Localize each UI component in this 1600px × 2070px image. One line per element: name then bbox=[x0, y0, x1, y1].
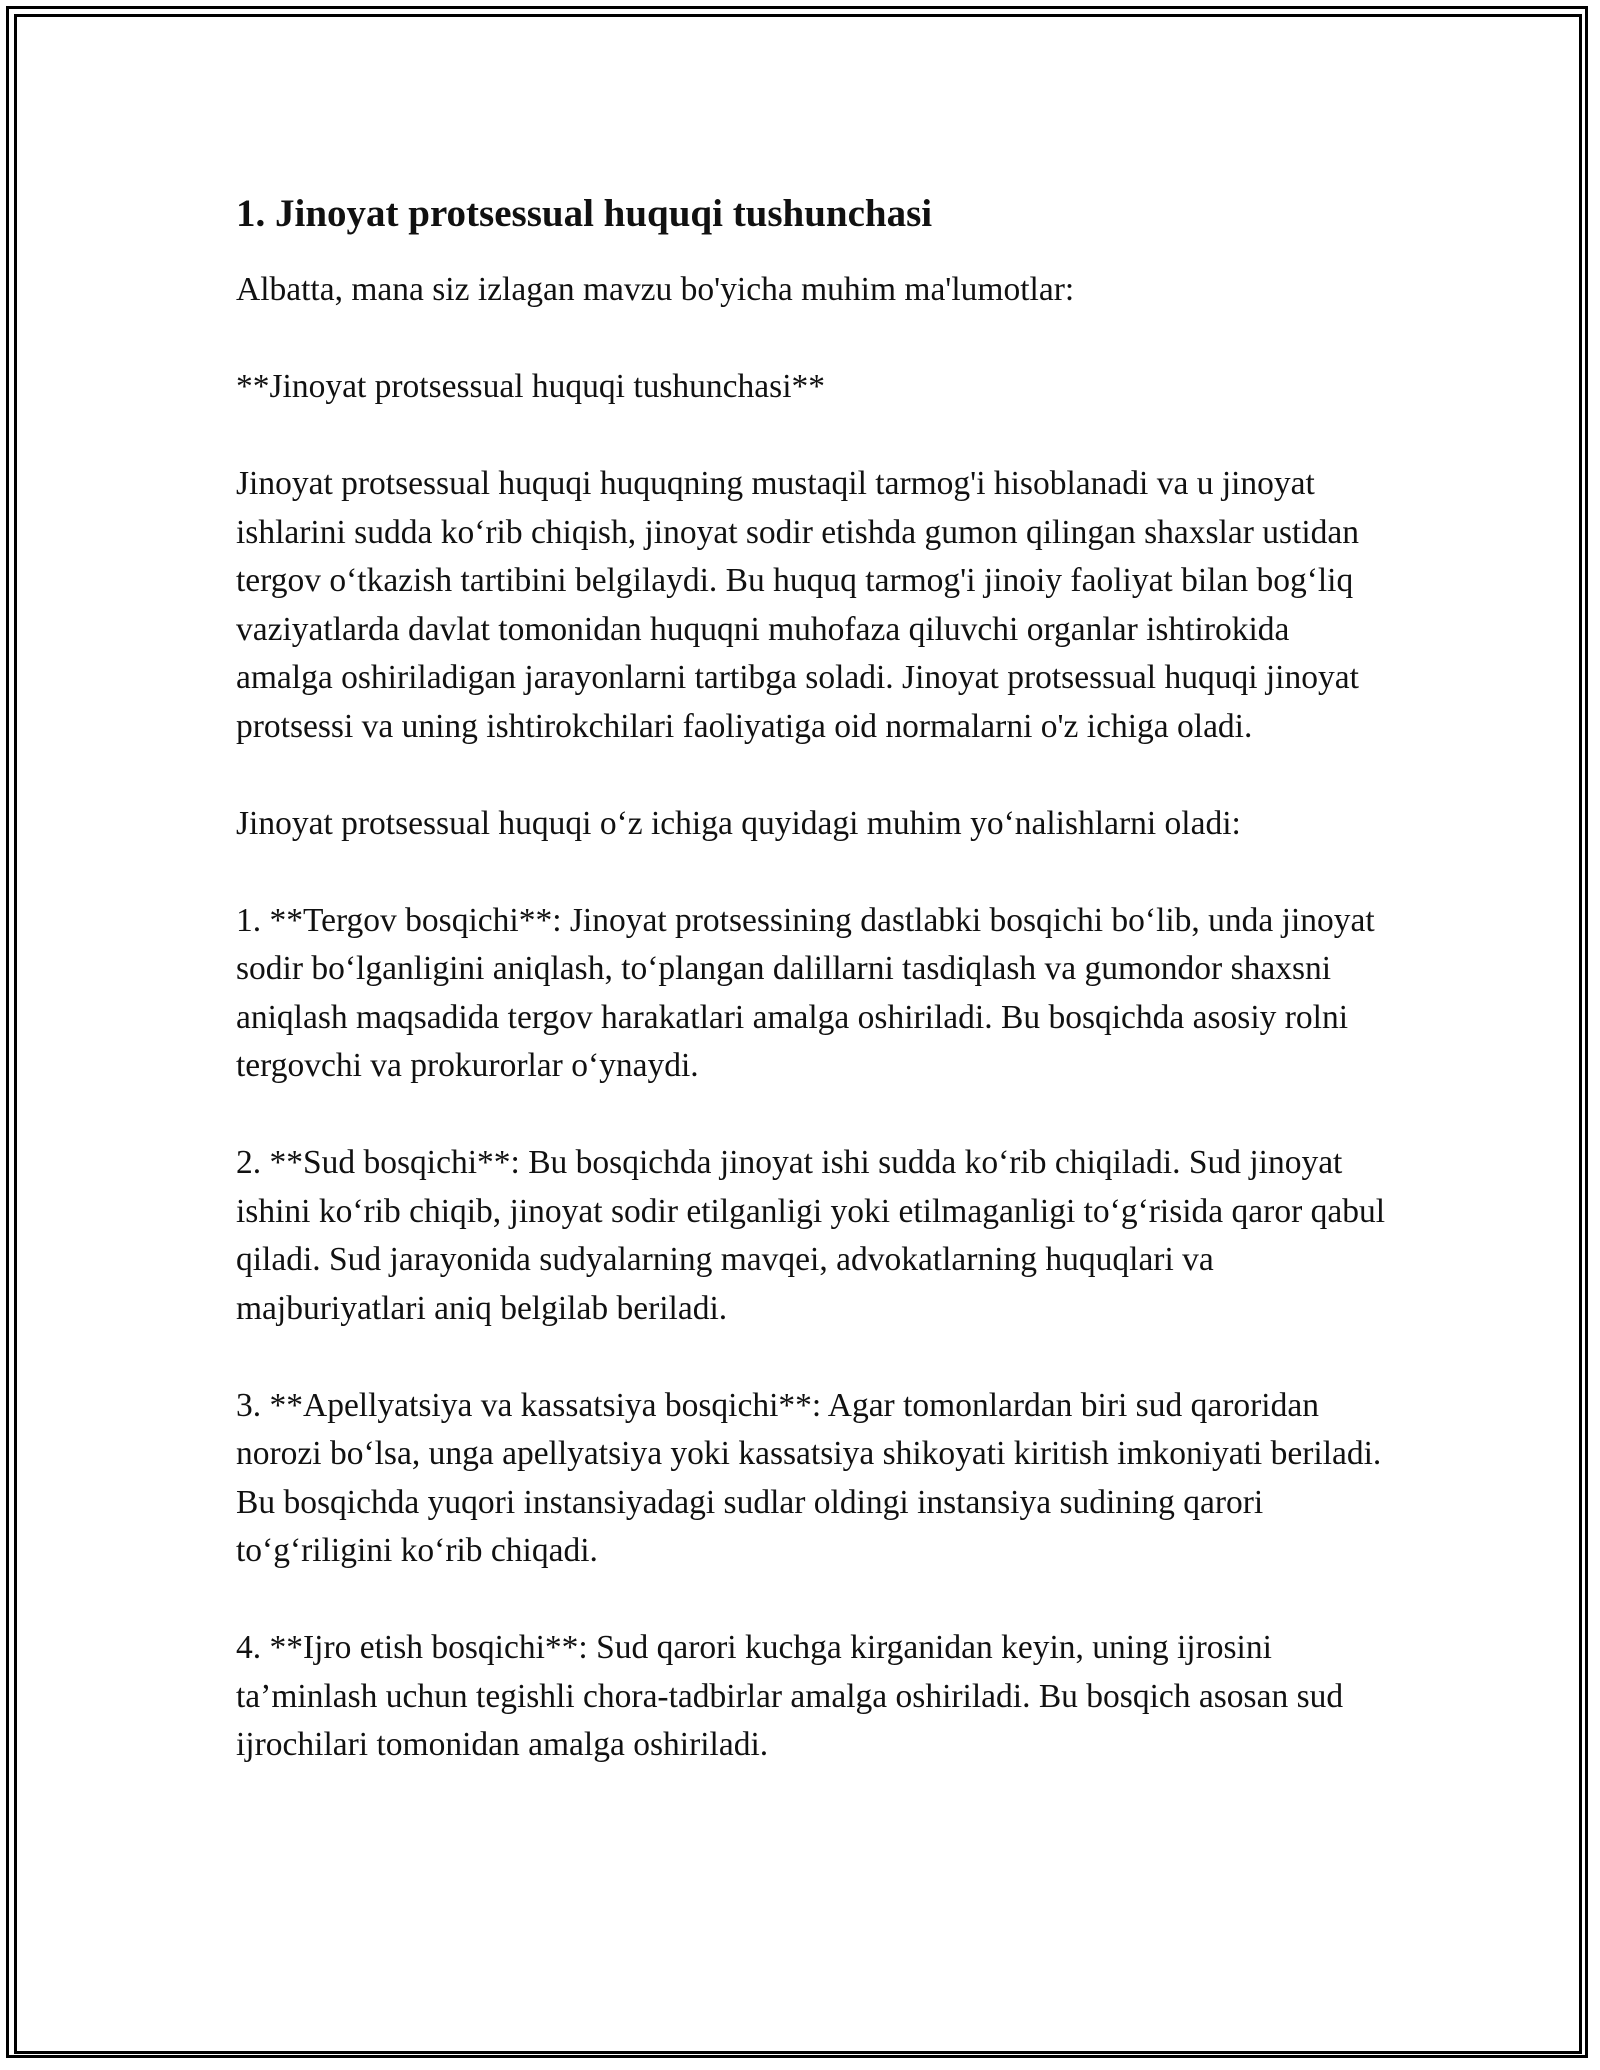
document-body bbox=[236, 186, 1386, 1770]
list-item-investigation: 1. **Tergov bosqichi**: Jinoyat protsessining dastlabki bosqichi bo‘lib, unda jinoyat sodir bo‘lganligini aniqlash, to‘plangan dalillarni tasdiqlash va gumondor shaxsni aniqlash maqsadida tergov harakatlari amalga oshiriladi. Bu bosqichda asosiy rolni tergovchi va prokurorlar o‘ynaydi. bbox=[236, 901, 1375, 1084]
list-item-execution: 4. **Ijro etish bosqichi**: Sud qarori kuchga kirganidan keyin, uning ijrosini ta’minlash uchun tegishli chora-tadbirlar amalga oshiriladi. Bu bosqich asosan sud ijrochilari tomonidan amalga oshiriladi. bbox=[236, 1629, 1344, 1763]
definition-paragraph: Jinoyat protsessual huquqi huquqning mustaqil tarmog'i hisoblanadi va u jinoyat ishlarini sudda ko‘rib chiqish, jinoyat sodir etishda gumon qilingan shaxslar ustidan tergov o‘tkazish tartibini belgilaydi. Bu huquq tarmog'i jinoiy faoliyat bilan bog‘liq vaziyatlarda davlat tomonidan huquqni muhofaza qiluvchi organlar ishtirokida amalga oshiriladigan jarayonlarni tartibga soladi. Jinoyat protsessual huquqi jinoyat protsessi va uning ishtirokchilari faoliyatiga oid normalarni o'z ichiga oladi. bbox=[236, 465, 1360, 745]
section-heading-paragraph: **Jinoyat protsessual huquqi tushunchasi** bbox=[236, 368, 825, 405]
directions-intro-paragraph: Jinoyat protsessual huquqi o‘z ichiga quyidagi muhim yo‘nalishlarni oladi: bbox=[236, 804, 1241, 842]
document-title: 1. Jinoyat protsessual huquqi tushunchasi bbox=[236, 192, 933, 235]
intro-paragraph: Albatta, mana siz izlagan mavzu bo'yicha muhim ma'lumotlar: bbox=[236, 271, 1075, 308]
list-item-court: 2. **Sud bosqichi**: Bu bosqichda jinoyat ishi sudda ko‘rib chiqiladi. Sud jinoyat ishini ko‘rib chiqib, jinoyat sodir etilganligi yoki etilmaganligi to‘g‘risida qaror qabul qiladi. Sud jarayonida sudyalarning mavqei, advokatlarning huquqlari va majburiyatlari aniq belgilab beriladi. bbox=[236, 1144, 1386, 1327]
list-item-appeal: 3. **Apellyatsiya va kassatsiya bosqichi**: Agar tomonlardan biri sud qaroridan norozi bo‘lsa, unga apellyatsiya yoki kassatsiya shikoyati kiritish imkoniyati beriladi. Bu bosqichda yuqori instansiyadagi sudlar oldingi instansiya sudining qarori to‘g‘riligini ko‘rib chiqadi. bbox=[236, 1386, 1382, 1569]
